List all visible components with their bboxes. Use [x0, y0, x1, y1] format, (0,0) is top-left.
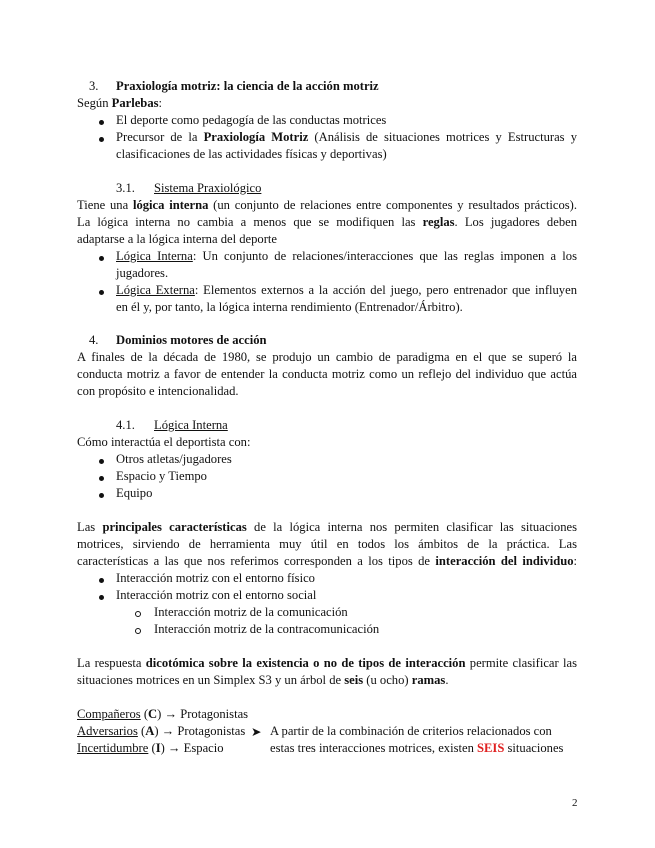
list-item: Equipo — [116, 486, 153, 500]
interaction-adversarios: Adversarios (A) → Protagonistas — [77, 724, 246, 738]
bullet-dot — [99, 578, 104, 583]
sub-bullet-circle — [135, 611, 141, 617]
bullet-dot — [99, 137, 104, 142]
paragraph-line: Cómo interactúa el deportista con: — [77, 435, 251, 449]
page-number: 2 — [572, 797, 578, 809]
bullet-dot — [99, 595, 104, 600]
list-item: Interacción motriz con el entorno físico — [116, 571, 315, 585]
list-item: Lógica Interna: Un conjunto de relaciones/interacciones que las reglas imponen a los — [116, 249, 577, 263]
bullet-dot — [99, 493, 104, 498]
list-item: Otros atletas/jugadores — [116, 452, 232, 466]
bullet-dot — [99, 120, 104, 125]
combination-note-line: estas tres interacciones motrices, existen SEIS situaciones — [270, 741, 564, 755]
section-3-number: 3. — [89, 79, 99, 93]
bullet-dot — [99, 290, 104, 295]
interaction-incertidumbre: Incertidumbre (I) → Espacio — [77, 741, 224, 755]
paragraph-line: Las principales características de la lógica interna nos permiten clasificar las situaciones — [77, 520, 577, 534]
bullet-dot — [99, 476, 104, 481]
paragraph-line: situaciones motrices en un Simplex S3 y un árbol de seis (u ocho) ramas. — [77, 673, 449, 687]
list-item-continuation: en él y, por tanto, la lógica interna rendimiento (Entrenador/Árbitro). — [116, 300, 463, 314]
bullet-dot — [99, 256, 104, 261]
paragraph-line: motrices, sirviendo de herramienta muy útil en todos los ámbitos de la práctica. Las — [77, 537, 577, 551]
section-3-1-title: Sistema Praxiológico — [154, 181, 262, 195]
paragraph-line: La respuesta dicotómica sobre la existencia o no de tipos de interacción permite clasificar las — [77, 656, 577, 670]
paragraph-line: características a las que nos referimos corresponden a los tipos de interacción del individuo: — [77, 554, 577, 568]
arrow-bullet-icon: ➤ — [251, 725, 262, 739]
section-3-title: Praxiología motriz: la ciencia de la acción motriz — [116, 79, 379, 93]
section-4-number: 4. — [89, 333, 99, 347]
paragraph-line: Tiene una lógica interna (un conjunto de relaciones entre componentes y resultados prácticos). — [77, 198, 577, 212]
paragraph-line: adaptarse a la lógica interna del deporte — [77, 232, 277, 246]
section-4-title: Dominios motores de acción — [116, 333, 267, 347]
section-3-1-number: 3.1. — [116, 181, 135, 195]
section-4-1-number: 4.1. — [116, 418, 135, 432]
list-item: Espacio y Tiempo — [116, 469, 207, 483]
segun-line: Según Parlebas: — [77, 96, 163, 110]
sub-list-item: Interacción motriz de la contracomunicación — [154, 622, 380, 636]
sub-bullet-circle — [135, 628, 141, 634]
paragraph-line: conducta motriz a favor de entender la conducta motriz como un reflejo del individuo que actúa — [77, 367, 577, 381]
interaction-companeros: Compañeros (C) → Protagonistas — [77, 707, 249, 721]
list-item: Lógica Externa: Elementos externos a la acción del juego, pero entrenador que influyen — [116, 283, 577, 297]
section-4-1-title: Lógica Interna — [154, 418, 228, 432]
list-item-continuation: clasificaciones de las actividades físicas y deportivas) — [116, 147, 387, 161]
list-item-continuation: jugadores. — [116, 266, 169, 280]
paragraph-line: con propósito e intencionalidad. — [77, 384, 239, 398]
list-item: Precursor de la Praxiología Motriz (Análisis de situaciones motrices y Estructuras y — [116, 130, 577, 144]
sub-list-item: Interacción motriz de la comunicación — [154, 605, 348, 619]
list-item: El deporte como pedagogía de las conductas motrices — [116, 113, 387, 127]
paragraph-line: A finales de la década de 1980, se produjo un cambio de paradigma en el que se superó la — [77, 350, 577, 364]
paragraph-line: La lógica interna no cambia a menos que se modifiquen las reglas. Los jugadores deben — [77, 215, 578, 229]
combination-note-line: A partir de la combinación de criterios relacionados con — [270, 724, 552, 738]
list-item: Interacción motriz con el entorno social — [116, 588, 317, 602]
bullet-dot — [99, 459, 104, 464]
